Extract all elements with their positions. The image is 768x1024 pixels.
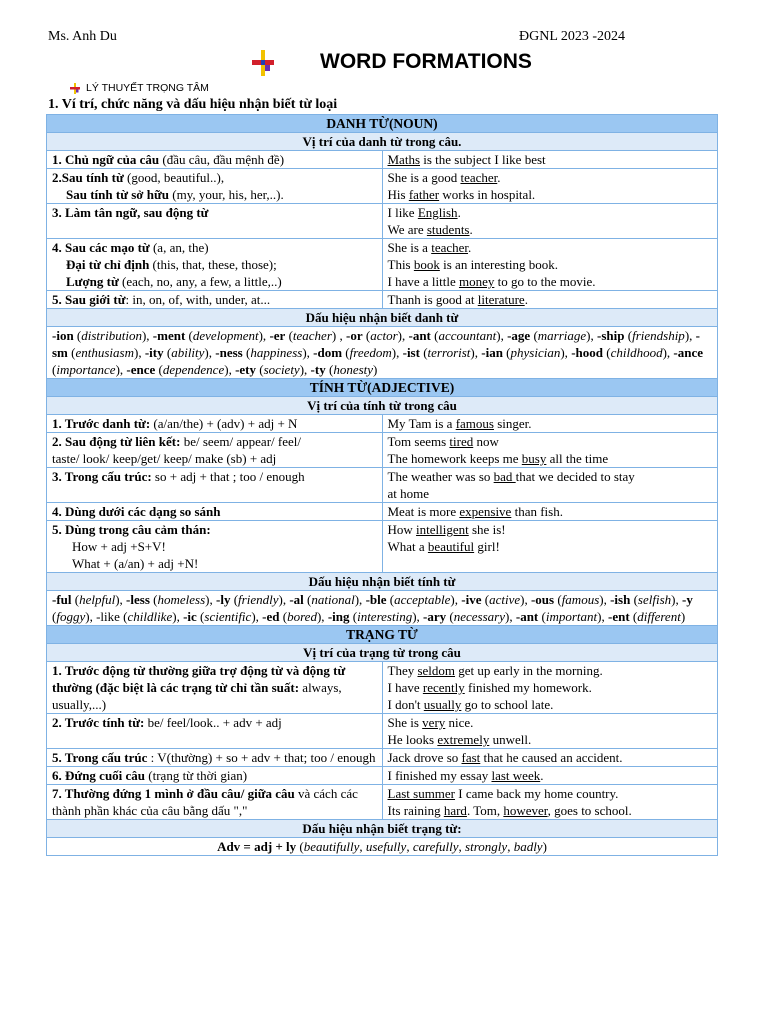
rule-cell: 1. Trước danh từ: (a/an/the) + (adv) + adj + N [47, 415, 383, 433]
table-row [47, 749, 718, 767]
noun-section-header: DANH TỪ(NOUN) [47, 115, 718, 133]
subtitle-text: LÝ THUYẾT TRỌNG TÂM [86, 82, 209, 94]
adv-position-title: Vị trí của trạng từ trong câu [47, 644, 718, 662]
table-row [47, 239, 718, 291]
example-cell: She is a teacher. This book is an interesting book. I have a little money to go to the movie. [382, 239, 718, 291]
table-row [47, 415, 718, 433]
example-cell: The weather was so bad that we decided to stay at home [382, 468, 718, 503]
table-row [47, 838, 718, 856]
rule-cell: 2. Trước tính từ: be/ feel/look.. + adv + adj [47, 714, 383, 749]
table-row [47, 433, 718, 468]
adv-formula: Adv = adj + ly (beautifully, usefully, carefully, strongly, badly) [47, 838, 718, 856]
word-formation-table [46, 114, 718, 856]
example-cell: I like English. We are students. [382, 204, 718, 239]
noun-signs-title: Dấu hiệu nhận biết danh từ [47, 309, 718, 327]
table-row [47, 521, 718, 573]
rule-cell: 1. Chủ ngữ của câu (đầu câu, đầu mệnh đề) [47, 151, 383, 169]
rule-cell: 3. Trong cấu trúc: so + adj + that ; too / enough [47, 468, 383, 503]
example-cell: Tom seems tired now The homework keeps me busy all the time [382, 433, 718, 468]
adj-signs-title: Dấu hiệu nhận biết tính từ [47, 573, 718, 591]
example-cell: They seldom get up early in the morning. I have recently finished my homework. I don't usually go to school late. [382, 662, 718, 714]
example-cell: She is a good teacher. His father works in hospital. [382, 169, 718, 204]
rule-cell: 1. Trước động từ thường giữa trợ động từ và động từ thường (đặc biệt là các trạng từ chỉ tần suất: always, usually,...) [47, 662, 383, 714]
adj-position-title: Vị trí của tính từ trong câu [47, 397, 718, 415]
example-cell: My Tam is a famous singer. [382, 415, 718, 433]
table-row [47, 503, 718, 521]
table-row [47, 785, 718, 820]
table-row [47, 662, 718, 714]
rule-cell: 5. Trong cấu trúc : V(thường) + so + adv + that; too / enough [47, 749, 383, 767]
subtitle [70, 82, 209, 94]
table-row [47, 204, 718, 239]
table-row [47, 169, 718, 204]
table-row [47, 591, 718, 626]
rule-cell: 4. Sau các mạo từ (a, an, the) Đại từ chỉ định (this, that, these, those); Lượng từ (each, no, any, a few, a little,..) [47, 239, 383, 291]
example-cell: Last summer I came back my home country. Its raining hard. Tom, however, goes to school. [382, 785, 718, 820]
page-title: WORD FORMATIONS [320, 50, 532, 73]
adv-signs-title: Dấu hiệu nhận biết trạng từ: [47, 820, 718, 838]
adj-suffix-list: -ful (helpful), -less (homeless), -ly (friendly), -al (national), -ble (acceptable), -ive (active), -ous (famous), -ish (selfish), -y (foggy), -like (childlike), -ic (scientific), -ed (bored), -ing (interesting), -ary (necessary), -ant (important), -ent (different) [47, 591, 718, 626]
table-row [47, 468, 718, 503]
rule-cell: 7. Thường đứng 1 mình ở đầu câu/ giữa câu và cách các thành phần khác của câu bằng dấu "," [47, 785, 383, 820]
table-row [47, 291, 718, 309]
adj-section-header: TÍNH TỪ(ADJECTIVE) [47, 379, 718, 397]
author-name: Ms. Anh Du [48, 29, 117, 44]
example-cell: Jack drove so fast that he caused an accident. [382, 749, 718, 767]
noun-position-title: Vị trí của danh từ trong câu. [47, 133, 718, 151]
table-row [47, 714, 718, 749]
rule-cell: 2.Sau tính từ (good, beautiful..), Sau tính từ sở hữu (my, your, his, her,..). [47, 169, 383, 204]
example-cell: I finished my essay last week. [382, 767, 718, 785]
section-heading: 1. Ví trí, chức năng và dấu hiệu nhận biết từ loại [48, 97, 338, 112]
cross-bullet-icon [70, 83, 80, 94]
table-row [47, 767, 718, 785]
table-row [47, 151, 718, 169]
rule-cell: 2. Sau động từ liên kết: be/ seem/ appear/ feel/ taste/ look/ keep/get/ keep/ make (sb) + adj [47, 433, 383, 468]
rule-cell: 3. Làm tân ngữ, sau động từ [47, 204, 383, 239]
example-cell: How intelligent she is! What a beautiful girl! [382, 521, 718, 573]
adv-section-header: TRẠNG TỪ [47, 626, 718, 644]
rule-cell: 4. Dùng dưới các dạng so sánh [47, 503, 383, 521]
rule-cell: 5. Dùng trong câu cảm thán: How + adj +S+V! What + (a/an) + adj +N! [47, 521, 383, 573]
example-cell: Meat is more expensive than fish. [382, 503, 718, 521]
example-cell: She is very nice. He looks extremely unwell. [382, 714, 718, 749]
cross-logo-icon [252, 50, 274, 76]
table-row [47, 327, 718, 379]
rule-cell: 5. Sau giới từ: in, on, of, with, under, at... [47, 291, 383, 309]
noun-suffix-list: -ion (distribution), -ment (development), -er (teacher) , -or (actor), -ant (accountant), -age (marriage), -ship (friendship), -sm (enthusiasm), -ity (ability), -ness (happiness), -dom (freedom), -ist (terrorist), -ian (physician), -hood (childhood), -ance (importance), -ence (dependence), -ety (society), -ty (honesty) [47, 327, 718, 379]
exam-label: ĐGNL 2023 -2024 [519, 29, 626, 44]
example-cell: Thanh is good at literature. [382, 291, 718, 309]
rule-cell: 6. Đứng cuối câu (trạng từ thời gian) [47, 767, 383, 785]
example-cell: Maths is the subject I like best [382, 151, 718, 169]
